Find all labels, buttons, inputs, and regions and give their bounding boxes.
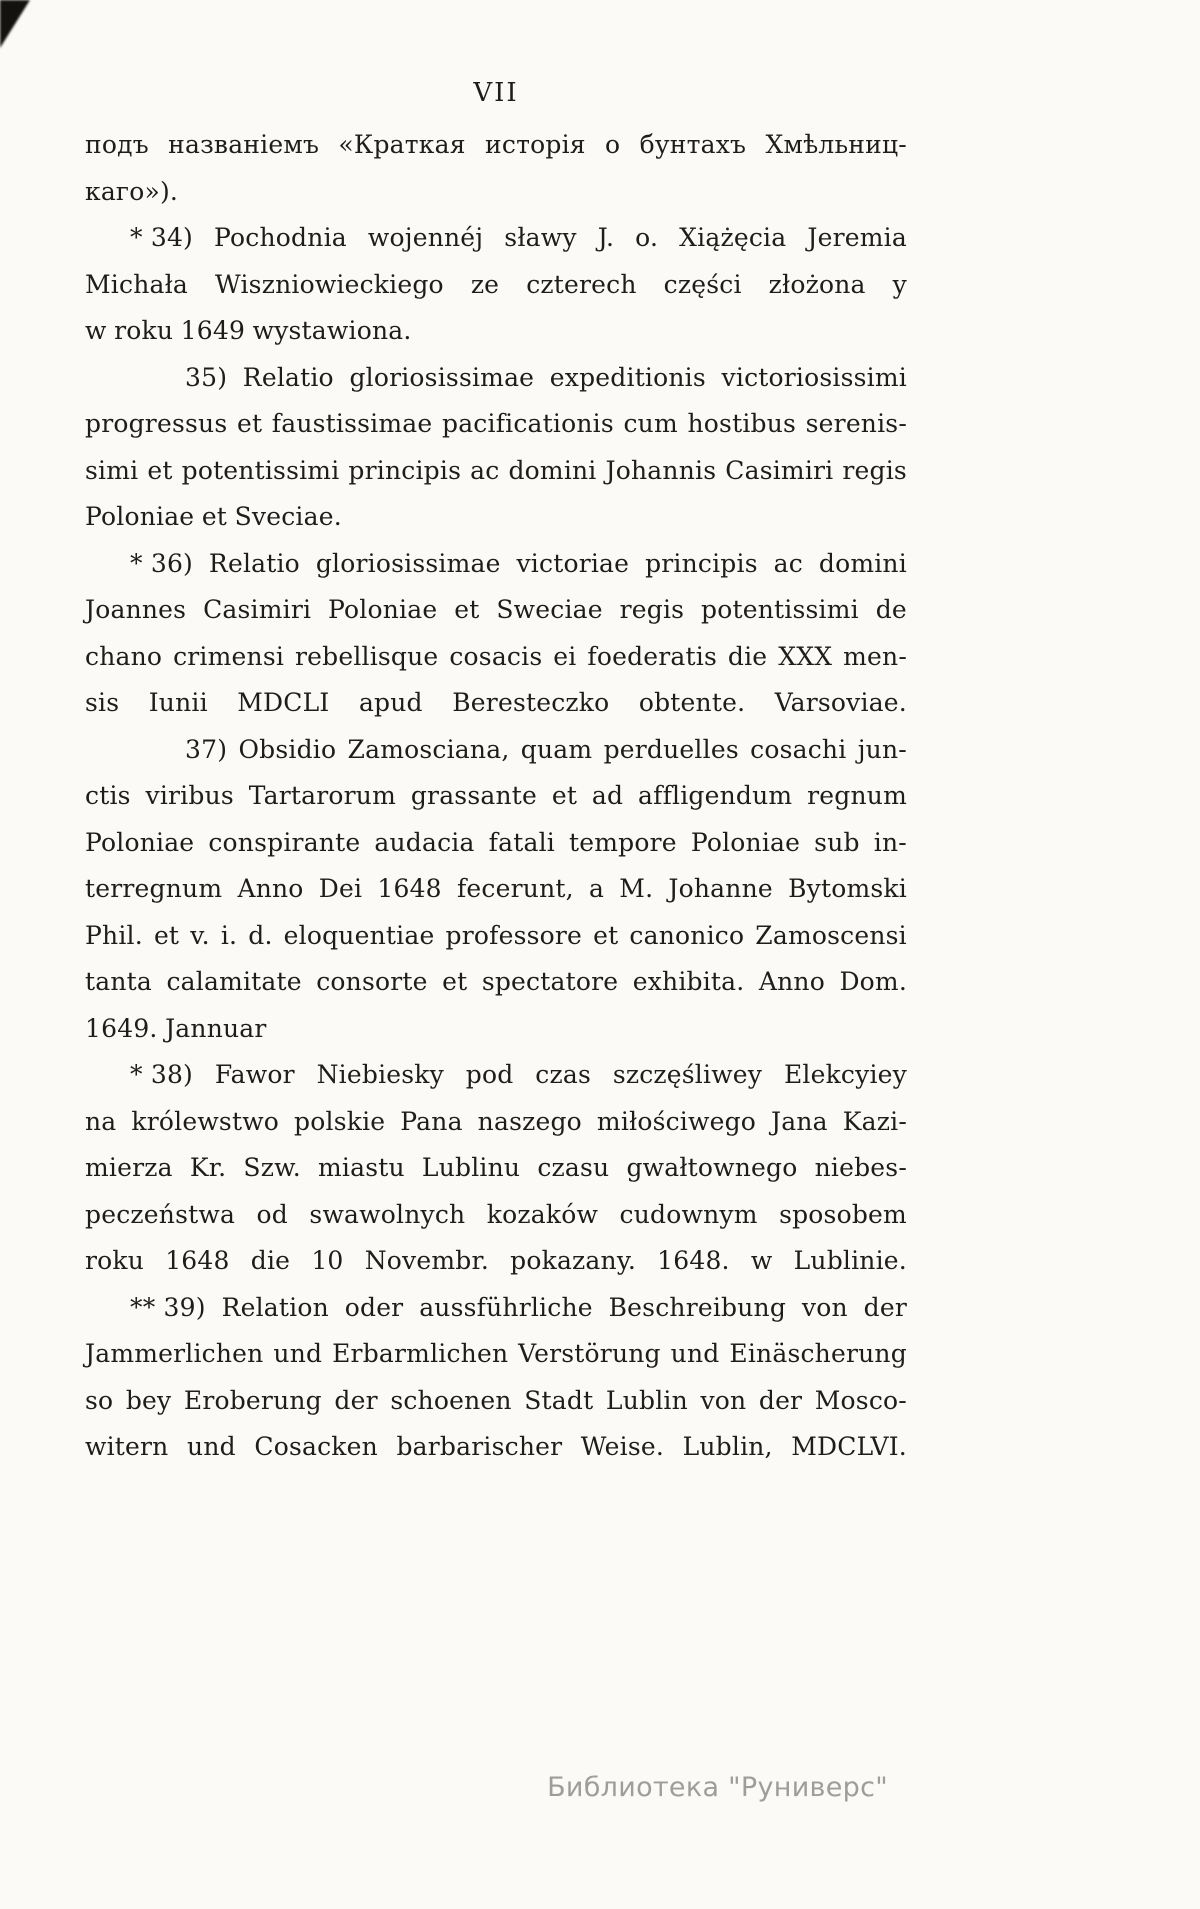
word: sis (85, 688, 120, 717)
word: oder (344, 1292, 404, 1322)
word: von (700, 1385, 747, 1415)
word: gloriosissimae (315, 548, 501, 578)
text-line (85, 308, 907, 355)
text-line (85, 169, 907, 216)
word: Zamosciana, (347, 734, 510, 764)
word: miłościwego (596, 1106, 757, 1136)
word: Joannes (85, 595, 187, 624)
word: XXX (778, 641, 833, 671)
word: men- (843, 641, 907, 671)
word: victoriae (516, 548, 630, 578)
word: * 36) (130, 548, 194, 578)
word: potentissimi (701, 595, 859, 624)
word: in- (873, 827, 907, 857)
word: Relation (221, 1292, 329, 1322)
word: Zamoscensi (755, 920, 907, 950)
word: et (201, 502, 228, 531)
word: Pochodnia (214, 223, 347, 252)
word: Casimiri (203, 595, 312, 624)
word: pod (465, 1060, 514, 1089)
word: Obsidio (238, 734, 337, 764)
word: ctis (85, 781, 131, 810)
word: und (187, 1432, 236, 1461)
word: principis (645, 548, 758, 578)
word: wojennéj (367, 223, 484, 252)
word: victoriosissimi (721, 362, 907, 392)
word: faustissimae (271, 409, 433, 438)
word: ac (470, 455, 500, 485)
word: mierza (85, 1153, 173, 1182)
word: schoenen (390, 1385, 512, 1415)
text-line (85, 541, 907, 588)
word: czas (535, 1060, 591, 1089)
word: Kr. (189, 1153, 227, 1182)
word: et (153, 920, 180, 950)
text-line (85, 1238, 907, 1285)
word: 37) (185, 734, 228, 764)
word: Kazi- (842, 1106, 907, 1136)
word: terregnum (85, 874, 223, 903)
word: calamitate (166, 967, 302, 996)
text-line (85, 448, 907, 495)
word: Relatio (242, 362, 334, 392)
word: rebellisque (294, 641, 439, 671)
word: o. (635, 223, 659, 252)
word: Pana (400, 1106, 463, 1136)
word: kozaków (486, 1199, 599, 1229)
word: pacificationis (441, 409, 614, 438)
word: fatali (488, 827, 555, 857)
text-line (85, 1145, 907, 1192)
word: cum (623, 409, 678, 438)
word: exhibita. (632, 967, 745, 996)
word: tempore (569, 827, 677, 857)
word: 1648 (377, 874, 442, 903)
text-line (85, 1006, 907, 1053)
word: et (551, 781, 578, 810)
word: professore (445, 920, 583, 950)
word: Lublinu (421, 1153, 521, 1182)
word: polskie (294, 1106, 386, 1136)
word: Хмѣльниц- (765, 130, 907, 159)
word: regnum (807, 781, 907, 810)
word: бунтахъ (639, 130, 747, 159)
word: Mosco- (814, 1385, 907, 1415)
word: cosachi (750, 734, 847, 764)
word: MDCLVI. (791, 1432, 907, 1461)
word: obtente. (638, 688, 746, 717)
word: w (85, 316, 107, 345)
word: consorte (316, 967, 428, 996)
text-line (85, 1378, 907, 1425)
word: * 38) (130, 1060, 194, 1089)
word: roku (114, 316, 174, 345)
word: Bytomski (788, 874, 907, 903)
word: serenis- (805, 409, 907, 438)
word: der (758, 1385, 803, 1415)
word: und (670, 1339, 720, 1368)
word: Verstörung (518, 1339, 661, 1368)
word: barbarischer (396, 1432, 563, 1461)
word: названіемъ (168, 130, 320, 159)
word: Dei (318, 874, 363, 903)
word: Wiszniowieckiego (215, 269, 444, 299)
word: Lublinie. (793, 1246, 907, 1275)
word: J. (597, 223, 615, 252)
word: Stadt (524, 1385, 594, 1415)
text-line (85, 913, 907, 960)
word: Einäscherung (729, 1339, 907, 1368)
text-line (85, 820, 907, 867)
word: regis (842, 455, 907, 485)
word: et (593, 920, 619, 950)
word: Lublin, (682, 1432, 773, 1461)
word: подъ (85, 130, 149, 159)
word: czterech (526, 269, 637, 299)
word: spectatore (481, 967, 619, 996)
word: eloquentiae (283, 920, 435, 950)
word: Tartarorum (248, 781, 397, 810)
word: części (663, 269, 742, 299)
word: und (273, 1339, 323, 1368)
word: hostibus (687, 409, 797, 438)
word: grassante (410, 781, 538, 810)
word: ei (553, 641, 577, 671)
word: Jeremia (807, 223, 907, 252)
word: Anno (758, 967, 825, 996)
word: Novembr. (364, 1246, 489, 1275)
word: Jana (771, 1106, 828, 1136)
word: 1648 (165, 1246, 230, 1275)
word: ** 39) (130, 1292, 206, 1322)
word: Xiążęcia (679, 223, 787, 252)
word: Erbarmlichen (332, 1339, 509, 1368)
word: der (863, 1292, 907, 1322)
text-line (85, 1099, 907, 1146)
text-line (85, 1285, 907, 1332)
word: et (442, 967, 468, 996)
word: bey (125, 1385, 172, 1415)
word: 10 (311, 1246, 344, 1275)
word: szczęśliwey (612, 1060, 763, 1089)
text-line (85, 773, 907, 820)
word: Anno (237, 874, 304, 903)
word: witern (85, 1432, 169, 1461)
word: MDCLI (237, 688, 330, 717)
text-line (85, 494, 907, 541)
word: domini (508, 455, 597, 485)
word: chano (85, 641, 163, 671)
text-block (85, 122, 907, 1471)
word: niebes- (814, 1153, 907, 1182)
word: foederatis (587, 641, 717, 671)
word: Sveciae. (234, 502, 342, 531)
word: gwałtownego (626, 1153, 798, 1182)
word: et (454, 595, 480, 624)
word: Weise. (580, 1432, 665, 1461)
word: Johannis (605, 455, 717, 485)
word: ze (470, 269, 500, 299)
word: исторія (485, 130, 586, 159)
word: crimensi (173, 641, 285, 671)
word: Elekcyiey (783, 1060, 907, 1089)
word: Fawor (214, 1060, 295, 1089)
word: swawolnych (309, 1199, 466, 1229)
word: Eroberung (183, 1385, 322, 1415)
word: peczeństwa (85, 1199, 236, 1229)
text-line (85, 727, 907, 774)
word: jun- (857, 734, 907, 764)
word: Niebiesky (316, 1060, 444, 1089)
word: viribus (145, 781, 234, 810)
word: die (250, 1246, 291, 1275)
word: od (256, 1199, 288, 1229)
word: Lublin (605, 1385, 688, 1415)
word: quam (520, 734, 593, 764)
word: Jammerlichen (85, 1339, 264, 1368)
word: die (727, 641, 768, 671)
text-line (85, 587, 907, 634)
word: Poloniae (85, 502, 195, 531)
text-line (85, 262, 907, 309)
word: 1649. (85, 1013, 158, 1043)
text-line (85, 959, 907, 1006)
word: Sweciae (496, 595, 603, 624)
word: Relatio (208, 548, 300, 578)
word: Cosacken (254, 1432, 378, 1461)
word: Szw. (243, 1153, 301, 1182)
word: Varsoviae. (774, 688, 907, 717)
word: о (605, 130, 621, 159)
word: et (147, 455, 173, 485)
word: i. (220, 920, 238, 950)
word: von (801, 1292, 848, 1322)
word: a (588, 874, 605, 903)
word: cosacis (449, 641, 543, 671)
word: каго»). (85, 176, 179, 206)
word: simi (85, 455, 139, 485)
word: gloriosissimae (349, 362, 535, 392)
word: v. (190, 920, 210, 950)
word: sposobem (779, 1199, 907, 1229)
scan-artifact-corner (0, 0, 30, 48)
word: apud (358, 688, 423, 717)
word: 1649 (180, 316, 246, 345)
word: naszego (477, 1106, 582, 1136)
text-line (85, 215, 907, 262)
word: Casimiri (725, 455, 834, 485)
library-watermark: Библиотека "Руниверс" (547, 1772, 888, 1803)
word: królewstwo (131, 1106, 280, 1136)
word: cudownym (619, 1199, 758, 1229)
text-line (85, 1192, 907, 1239)
word: domini (818, 548, 907, 578)
word: principis (348, 455, 462, 485)
word: Iunii (148, 688, 208, 717)
word: fecerunt, (456, 874, 574, 903)
word: aussführliche (419, 1292, 593, 1322)
word: ad (591, 781, 624, 810)
word: pokazany. (510, 1246, 636, 1275)
word: M. (619, 874, 654, 903)
word: «Краткая (338, 130, 466, 159)
word: progressus (85, 409, 228, 438)
word: czasu (537, 1153, 610, 1182)
page-number: VII (473, 78, 519, 108)
text-line (85, 634, 907, 681)
word: expeditionis (549, 362, 706, 392)
word: Poloniae (690, 827, 801, 857)
word: sub (814, 827, 860, 857)
word: et (236, 409, 263, 438)
word: Beresteczko (452, 688, 610, 717)
text-line (85, 1331, 907, 1378)
word: der (334, 1385, 378, 1415)
word: 35) (185, 362, 228, 392)
text-line (85, 1052, 907, 1099)
word: potentissimi (181, 455, 340, 485)
word: złożona (768, 269, 866, 299)
word: audacia (374, 827, 475, 857)
word: roku (85, 1246, 145, 1275)
text-line (85, 355, 907, 402)
word: ac (773, 548, 803, 578)
word: conspirante (208, 827, 361, 857)
word: w (750, 1246, 773, 1275)
word: canonico (629, 920, 745, 950)
word: d. (248, 920, 273, 950)
word: 1648. (657, 1246, 730, 1275)
word: sławy (504, 223, 577, 252)
word: Johanne (668, 874, 773, 903)
word: * 34) (130, 223, 194, 252)
text-line (85, 122, 907, 169)
text-line (85, 866, 907, 913)
word: Jannuar (165, 1013, 267, 1043)
text-line (85, 401, 907, 448)
text-line (85, 1424, 907, 1471)
word: tanta (85, 967, 153, 996)
word: de (875, 595, 907, 624)
word: na (85, 1106, 117, 1136)
word: perduelles (603, 734, 739, 764)
word: y (892, 269, 907, 299)
word: regis (619, 595, 685, 624)
word: Poloniae (85, 827, 195, 857)
text-line (85, 680, 907, 727)
word: so (85, 1385, 114, 1415)
word: affligendum (638, 781, 793, 810)
word: Dom. (839, 967, 907, 996)
word: Phil. (85, 920, 143, 950)
word: wystawiona. (252, 316, 412, 345)
word: Beschreibung (608, 1292, 787, 1322)
word: Poloniae (328, 595, 438, 624)
word: miastu (317, 1153, 405, 1182)
word: Michała (85, 269, 189, 299)
